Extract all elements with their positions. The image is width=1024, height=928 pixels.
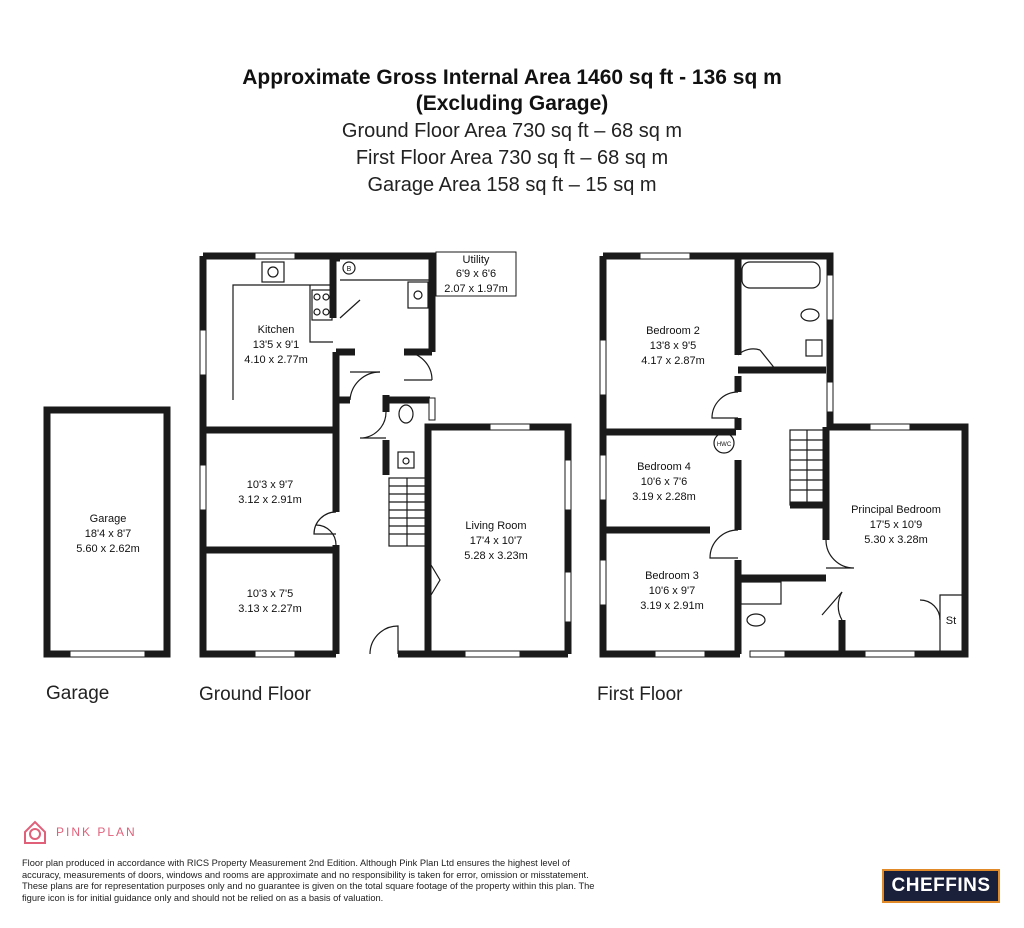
garage-area: Garage Area 158 sq ft – 15 sq m — [367, 174, 657, 196]
principal-bedroom-name: Principal Bedroom — [851, 504, 941, 516]
garage-floor-label: Garage — [46, 683, 110, 704]
boiler-label: B — [346, 266, 352, 273]
utility-imperial: 6'9 x 6'6 — [455, 268, 497, 280]
area-subtitle: (Excluding Garage) — [415, 92, 609, 115]
hwc-label: HWC — [716, 442, 732, 448]
pink-plan-logo — [22, 818, 137, 846]
kitchen-name: Kitchen — [257, 324, 295, 336]
first-floor-label: First Floor — [597, 684, 683, 705]
kitchen-metric: 4.10 x 2.77m — [244, 354, 308, 366]
first-floor-area: First Floor Area 730 sq ft – 68 sq m — [355, 147, 669, 169]
utility-name: Utility — [462, 254, 490, 266]
principal-bedroom-metric: 5.30 x 3.28m — [864, 534, 928, 546]
room-a-metric: 3.12 x 2.91m — [238, 494, 302, 506]
living-room-name: Living Room — [465, 520, 527, 532]
bedroom-4-name: Bedroom 4 — [637, 461, 691, 473]
bedroom-2-metric: 4.17 x 2.87m — [641, 355, 705, 367]
bedroom-3-metric: 3.19 x 2.91m — [640, 600, 704, 612]
bedroom-4-imperial: 10'6 x 7'6 — [640, 476, 688, 488]
utility-metric: 2.07 x 1.97m — [444, 283, 508, 295]
garage-name: Garage — [89, 513, 127, 525]
bedroom-3-name: Bedroom 3 — [645, 570, 699, 582]
room-a-imperial: 10'3 x 9'7 — [246, 479, 294, 491]
store-label: St — [945, 615, 957, 627]
ground-floor-area: Ground Floor Area 730 sq ft – 68 sq m — [341, 120, 683, 142]
disclaimer: Floor plan produced in accordance with RICS Property Measurement 2nd Edition. Although Pink Plan Ltd ensures the highest level of accuracy, measurements of doors, windows and rooms are approximate and no responsibility is taken for error, omission or misstatement. These plans are for representation purposes only and no guarantee is given on the total square footage of the property within this plan. The figure icon is for initial guidance only and should not be relied on as a basis of valuation. — [22, 858, 595, 903]
ground-floor-label: Ground Floor — [199, 684, 311, 705]
house-logo-icon — [22, 818, 48, 846]
garage-imperial: 18'4 x 8'7 — [84, 528, 132, 540]
room-b-metric: 3.13 x 2.27m — [238, 603, 302, 615]
room-b-imperial: 10'3 x 7'5 — [246, 588, 294, 600]
bedroom-2-imperial: 13'8 x 9'5 — [649, 340, 697, 352]
pink-plan-logo-text: PINK PLAN — [56, 825, 137, 839]
bedroom-2-name: Bedroom 2 — [646, 325, 700, 337]
living-room-imperial: 17'4 x 10'7 — [469, 535, 523, 547]
bedroom-3-imperial: 10'6 x 9'7 — [648, 585, 696, 597]
living-room-metric: 5.28 x 3.23m — [464, 550, 528, 562]
bedroom-4-metric: 3.19 x 2.28m — [632, 491, 696, 503]
cheffins-logo: CHEFFINS — [882, 869, 1000, 903]
garage-metric: 5.60 x 2.62m — [76, 543, 140, 555]
area-title: Approximate Gross Internal Area 1460 sq ft - 136 sq m — [242, 66, 782, 89]
principal-bedroom-imperial: 17'5 x 10'9 — [869, 519, 923, 531]
kitchen-imperial: 13'5 x 9'1 — [252, 339, 300, 351]
